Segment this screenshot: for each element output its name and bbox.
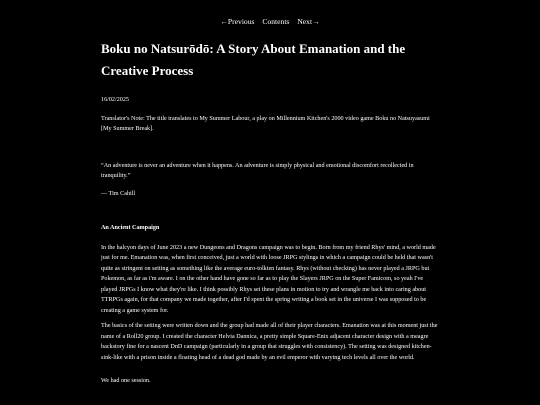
paragraph: We had one session. xyxy=(101,378,151,384)
paragraph: In the halcyon days of June 2023 a new Dungeons and Dragons campaign was to begin. Born from my friend Rhys' mind, a world made just for me. Emanation was, when first conceived, just a world with loose JRPG stylings in which a campaign could be held that wasn't quite as stringent on setting as something like the average euro-tolkien fantasy. Rhys (without checking) has never played a JRPG but Pokemon, as far as i'm aware. I on the other hand have gone so far as to play the Slayers JRPG on the Super Famicom, so yeah I've played JRPGs I know what they're like. I think possibly Rhys set these plans in motion to try and wrangle me back into caring about TTRPGs again, for that company we made together, after I'd spent the spring writing a book set in the universe I was supposed to be creating a game system for. xyxy=(101,244,436,314)
quote-attribution: — Tim Cahill xyxy=(101,190,136,197)
section-heading: An Ancient Campaign xyxy=(101,225,160,231)
next-link[interactable]: Next→ xyxy=(297,17,320,26)
article-title: Boku no Natsurōdō: A Story About Emanation and the Creative Process xyxy=(101,41,406,78)
post-date: 16/02/2025 xyxy=(101,97,129,103)
article xyxy=(101,34,441,387)
epigraph-quote: “An adventure is never an adventure when it happens. An adventure is simply physical and emotional discomfort recollected in tranquility.” xyxy=(101,162,414,179)
contents-link[interactable]: Contents xyxy=(262,17,290,26)
previous-link[interactable]: ←Previous xyxy=(220,17,255,26)
translator-note: Translator's Note: The title translates to My Summer Labour, a play on Millennium Kitchen's 2000 video game Boku no Natsuyasumi [My Summer Break]. xyxy=(101,115,430,132)
paragraph: The basics of the setting were written down and the group had made all of their player characters. Emanation was at this moment just the name of a Roll20 group. I created the character Helvia Dannica, a pretty simple Square-Enix adjacent character design with a meagre backstory fine for a nascent DnD campaign (particularly in a group that struggles with consistency). The setting was designed kitchen-sink-like with a prison inside a floating head of a dead god made by an evil emperor with varying tech levels all over the world. xyxy=(101,323,438,361)
chapter-navigation xyxy=(0,17,540,27)
